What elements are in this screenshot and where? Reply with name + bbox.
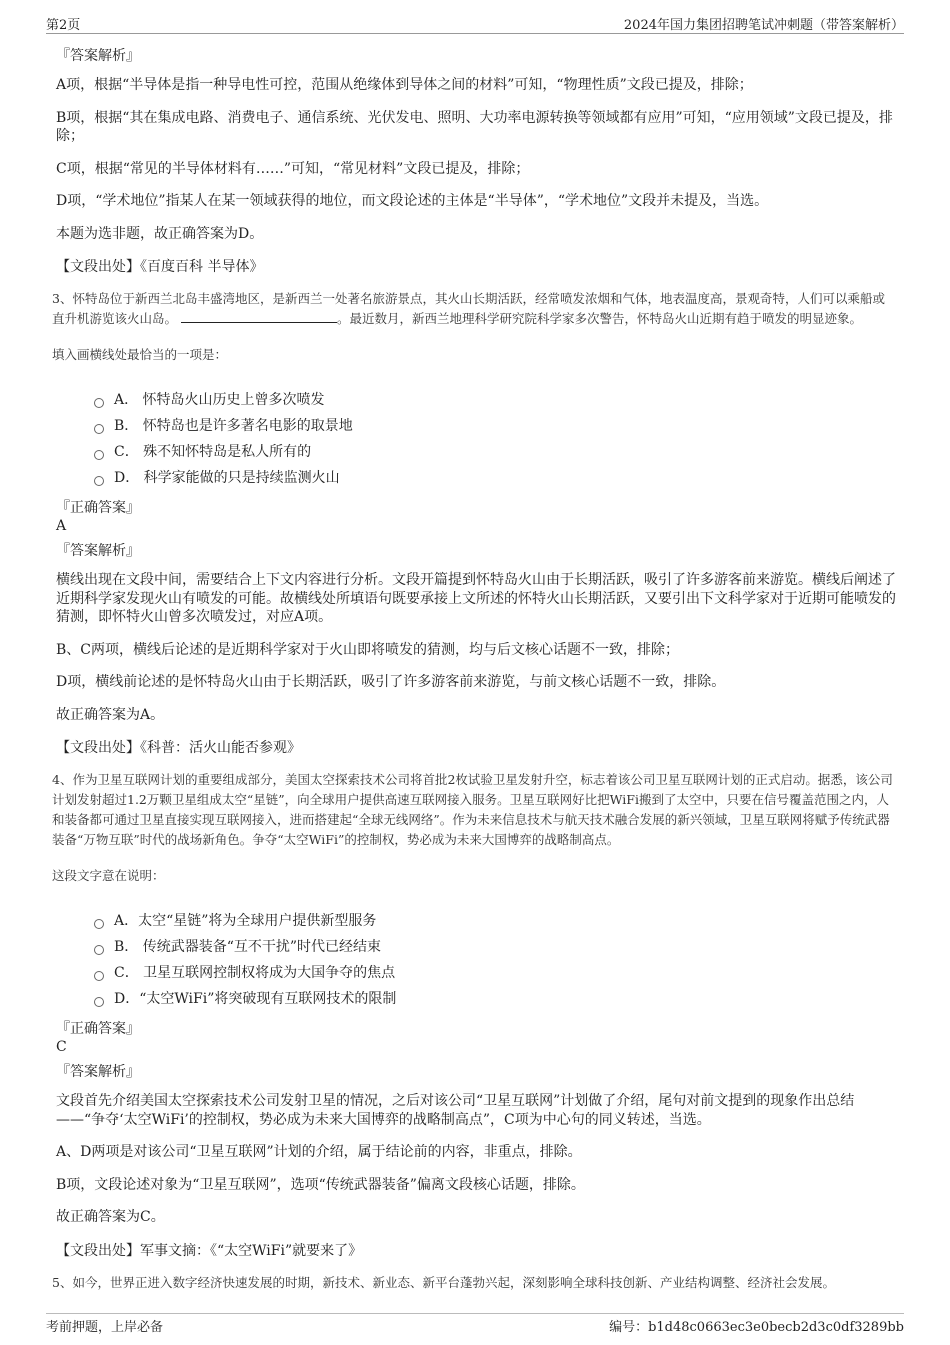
- q3-options: [94, 387, 896, 491]
- page-header: [46, 12, 904, 34]
- option-label: D． 科学家能做的只是持续监测火山: [114, 470, 340, 486]
- q3-text-b: 。最近数月，新西兰地理科学研究院科学家多次警告，怀特岛火山近期有趋于喷发的明显迹象。: [337, 311, 863, 326]
- radio-icon[interactable]: [94, 945, 104, 955]
- radio-icon[interactable]: [94, 424, 104, 434]
- q4-prompt: 这段文字意在说明：: [52, 868, 165, 883]
- page-number: 第2页: [46, 18, 81, 33]
- option-label: A． 怀特岛火山历史上曾多次喷发: [114, 392, 325, 408]
- q3-option-c[interactable]: [94, 439, 896, 465]
- q3-analysis-para: 故正确答案为A。: [56, 706, 165, 723]
- option-label: C． 卫星互联网控制权将成为大国争夺的焦点: [114, 965, 396, 981]
- fill-blank: [181, 310, 337, 323]
- q4-question: 4、作为卫星互联网计划的重要组成部分，美国太空探索技术公司将首批2枚试验卫星发射升空，标志着该公司卫星互联网计划的正式启动。据悉，该公司计划发射超过1.2万颗卫星组成太空“星链”，向全球用户提供高速互联网接入服务。卫星互联网好比把WiFi搬到了太空中，只要在信号覆盖范围之内，人和装备都可通过卫星直接实现互联网接入，进而搭建起“全球无线网络”。作为未来信息技术与航天技术融合发展的新兴领域，卫星互联网将赋予传统武器装备“万物互联”时代的战场新角色。争夺“太空WiFi”的控制权，势必成为未来大国博弈的战略制高点。: [52, 772, 893, 847]
- option-label: B． 怀特岛也是许多著名电影的取景地: [114, 418, 353, 434]
- q2-analysis-para: A项，根据“半导体是指一种导电性可控，范围从绝缘体到导体之间的材料”可知，“物理性质”文段已提及，排除；: [56, 77, 753, 93]
- q2-source: 【文段出处】《百度百科 半导体》: [56, 259, 264, 275]
- q3-source: 【文段出处】《科普：活火山能否参观》: [56, 740, 301, 756]
- q3-option-d[interactable]: [94, 465, 896, 491]
- q4-analysis-para: 文段首先介绍美国太空探索技术公司发射卫星的情况，之后对该公司“卫星互联网”计划做了介绍，尾句对前文提到的现象作出总结——“争夺‘太空WiFi’的控制权，势必成为未来大国博弈的战略制高点”，C项为中心句的同义转述，当选。: [56, 1093, 855, 1128]
- q3-text-a: 3、怀特岛位于新西兰北岛丰盛湾地区，是新西兰一处著名旅游景点，其火山长期活跃，经常喷发浓烟和气体，地表温度高，景观奇特，人们可以乘船或直升机游览该火山岛。: [52, 291, 885, 326]
- q3-correct-answer: A: [56, 518, 67, 534]
- q3-question: [52, 289, 896, 329]
- q2-analysis-label: 『答案解析』: [56, 48, 140, 64]
- q3-option-b[interactable]: [94, 413, 896, 439]
- q3-analysis-label: 『答案解析』: [56, 543, 140, 559]
- q4-option-a[interactable]: [94, 908, 896, 934]
- q2-analysis-para: B项，根据“其在集成电路、消费电子、通信系统、光伏发电、照明、大功率电源转换等领域都有应用”可知，“应用领域”文段已提及，排除；: [56, 109, 893, 144]
- q3-correct-label: 『正确答案』: [56, 500, 140, 516]
- option-label: C． 殊不知怀特岛是私人所有的: [114, 444, 312, 460]
- q3-prompt: 填入画横线处最恰当的一项是：: [52, 347, 228, 362]
- q4-option-c[interactable]: [94, 960, 896, 986]
- q4-analysis-para: A、D两项是对该公司“卫星互联网”计划的介绍，属于结论前的内容，非重点，排除。: [56, 1144, 582, 1160]
- document-code: 编号：b1d48c0663ec3e0becb2d3c0df3289bb: [609, 1320, 904, 1335]
- option-label: B． 传统武器装备“互不干扰”时代已经结束: [114, 939, 382, 955]
- q4-analysis-para: B项，文段论述对象为“卫星互联网”，选项“传统武器装备”偏离文段核心话题，排除。: [56, 1176, 585, 1193]
- option-label: D．“太空WiFi”将突破现有互联网技术的限制: [114, 991, 397, 1007]
- q4-correct-label: 『正确答案』: [56, 1021, 140, 1037]
- footer-slogan: 考前押题，上岸必备: [46, 1320, 164, 1335]
- q4-options: [94, 908, 896, 1012]
- q4-source: 【文段出处】军事文摘：《“太空WiFi”就要来了》: [56, 1242, 363, 1259]
- q2-analysis-para: D项，“学术地位”指某人在某一领域获得的地位，而文段论述的主体是“半导体”，“学术地位”文段并未提及，当选。: [56, 193, 769, 209]
- q2-analysis-para: 本题为选非题，故正确答案为D。: [56, 225, 264, 242]
- q3-option-a[interactable]: [94, 387, 896, 413]
- q4-correct-answer: C: [56, 1039, 67, 1055]
- radio-icon[interactable]: [94, 971, 104, 981]
- radio-icon[interactable]: [94, 997, 104, 1007]
- q3-analysis-para: D项，横线前论述的是怀特岛火山由于长期活跃，吸引了许多游客前来游览，与前文核心话题不一致，排除。: [56, 674, 726, 690]
- q3-analysis-para: 横线出现在文段中间，需要结合上下文内容进行分析。文段开篇提到怀特岛火山由于长期活跃，吸引了许多游客前来游览。横线后阐述了近期科学家发现火山有喷发的可能。故横线处所填语句既要承接上文所述的怀特火山长期活跃，又要引出下文科学家对于近期可能喷发的猜测，即怀特火山曾多次喷发过，对应A项。: [56, 572, 896, 625]
- radio-icon[interactable]: [94, 450, 104, 460]
- q2-analysis-para: C项，根据“常见的半导体材料有……”可知，“常见材料”文段已提及，排除；: [56, 160, 530, 177]
- q5-question: 5、如今，世界正进入数字经济快速发展的时期，新技术、新业态、新平台蓬勃兴起，深刻影响全球科技创新、产业结构调整、经济社会发展。: [52, 1274, 835, 1290]
- option-label: A．太空“星链”将为全球用户提供新型服务: [114, 913, 377, 929]
- radio-icon[interactable]: [94, 919, 104, 929]
- q3-analysis-para: B、C两项，横线后论述的是近期科学家对于火山即将喷发的猜测，均与后文核心话题不一致，排除；: [56, 641, 679, 658]
- q4-option-d[interactable]: [94, 986, 896, 1012]
- q4-option-b[interactable]: [94, 934, 896, 960]
- radio-icon[interactable]: [94, 476, 104, 486]
- page-content: [52, 46, 896, 1309]
- q4-analysis-label: 『答案解析』: [56, 1064, 140, 1080]
- q4-analysis-para: 故正确答案为C。: [56, 1209, 165, 1225]
- document-title: 2024年国力集团招聘笔试冲刺题（带答案解析）: [623, 18, 904, 33]
- page-footer: [46, 1313, 904, 1335]
- radio-icon[interactable]: [94, 398, 104, 408]
